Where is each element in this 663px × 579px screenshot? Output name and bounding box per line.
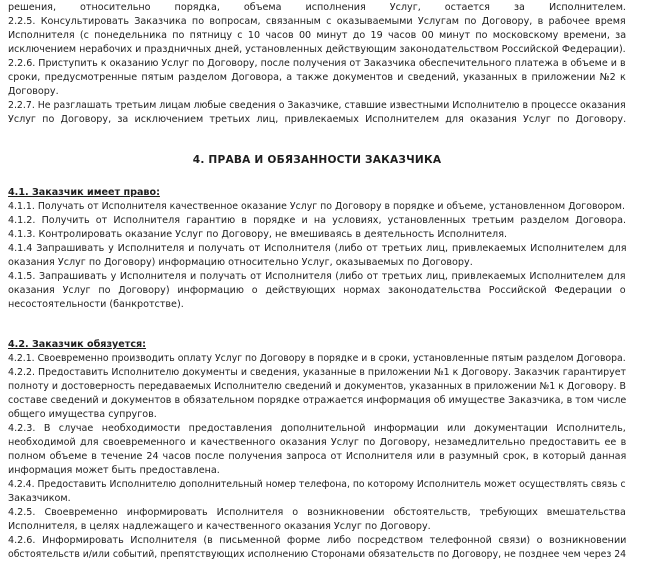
paragraph-line: несостоятельности (банкротстве).: [8, 299, 184, 310]
subsection-heading: 4.1. Заказчик имеет право:: [8, 187, 160, 198]
paragraph-line: полном объеме в течение 24 часов после получения запроса от Исполнителя или в разумный срок, в который данная: [8, 451, 627, 462]
paragraph-line: 4.1.1. Получать от Исполнителя качественное оказание Услуг по Договору в порядке и объеме, установленном Договором.: [8, 201, 625, 212]
paragraph-line: 4.1.2. Получить от Исполнителя гарантию в порядке и на условиях, установленных третьим разделом Договора.: [8, 215, 627, 226]
paragraph-line: 2.2.6. Приступить к оказанию Услуг по Договору, после получения от Заказчика обеспечительного платежа в объеме и в: [8, 58, 626, 69]
paragraph-line: Договору.: [8, 86, 59, 97]
paragraph-line: исключением нерабочих и праздничных дней, установленных действующим законодательством Российской Федерации).: [8, 44, 626, 55]
paragraph-line: 4.1.5. Запрашивать у Исполнителя и получать от Исполнителя (либо от третьих лиц, привлекаемых Исполнителем для: [8, 271, 626, 282]
paragraph-line: составе сведений и документов в обязательном порядке отражается информация об имуществе Заказчика, в том числе: [8, 395, 627, 406]
paragraph-line: 4.2.3. В случае необходимости предоставления дополнительной информации или документации Исполнитель,: [8, 423, 626, 434]
paragraph-line: 4.2.4. Предоставить Исполнителю дополнительный номер телефона, по которому Исполнитель может осуществлять связь с: [8, 479, 626, 490]
paragraph-line: Исполнителя, в целях надлежащего и качественного оказания Услуг по Договору.: [8, 521, 431, 532]
paragraph-line: Услуг по Договору, за исключением третьих лиц, привлекаемых Исполнителем для оказания Услуг по Договору.: [8, 114, 627, 125]
paragraph-line: 2.2.7. Не разглашать третьим лицам любые сведения о Заказчике, ставшие известными Исполнителю в процессе оказания: [8, 100, 626, 111]
paragraph-line: 4.2.6. Информировать Исполнителя (в письменной форме либо посредством телефонной связи) о возникновении: [8, 535, 627, 546]
paragraph-line: необходимой для своевременного и качественного оказания Услуг по Договору, незамедлительно предоставить ее в: [8, 437, 627, 448]
paragraph-line: обстоятельств и/или событий, препятствующих исполнению Сторонами обязательств по Договору, не позднее чем через 24: [8, 549, 627, 560]
paragraph-line: 4.1.3. Контролировать оказание Услуг по Договору, не вмешиваясь в деятельность Исполнителя.: [8, 229, 508, 240]
paragraph-line: 4.2.5. Своевременно информировать Исполнителя о возникновении обстоятельств, требующих вмешательства: [8, 507, 626, 518]
paragraph-line: оказания Услуг по Договору) информацию относительно Услуг, оказываемых по Договору.: [8, 257, 473, 268]
paragraph-line: общего имущества супругов.: [8, 409, 157, 420]
paragraph-line: 4.2.1. Своевременно производить оплату Услуг по Договору в порядке и в сроки, установленные пятым разделом Договора.: [8, 353, 626, 364]
paragraph-line: полноту и достоверность передаваемых Исполнителю сведений и документов, указанных в приложении №1 к Договору. В: [8, 381, 627, 392]
paragraph-line: 4.1.4 Запрашивать у Исполнителя и получать от Исполнителя (либо от третьих лиц, привлекаемых Исполнителем для: [8, 243, 627, 254]
section-title: 4. ПРАВА И ОБЯЗАННОСТИ ЗАКАЗЧИКА: [192, 154, 442, 166]
paragraph-line: оказания Услуг по Договору) информацию о действующих нормах законодательства Российской Федерации о: [8, 285, 626, 296]
paragraph-line: информация может быть предоставлена.: [8, 465, 220, 476]
paragraph-line: 2.2.5. Консультировать Заказчика по вопросам, связанным с оказываемыми Услугам по Договору, в рабочее время: [8, 16, 626, 27]
bottom-fade: [0, 565, 663, 579]
paragraph-line: 4.2.2. Предоставить Исполнителю документы и сведения, указанные в приложении №1 к Договору. Заказчик гарантирует: [8, 367, 626, 378]
subsection-heading: 4.2. Заказчик обязуется:: [8, 339, 147, 350]
paragraph-line: Заказчиком.: [8, 493, 71, 504]
paragraph-line: сроки, предусмотренные пятым разделом Договора, а также документов и сведений, указанных в приложении №2 к: [8, 72, 626, 83]
paragraph-line: Исполнителя (с понедельника по пятницу с 10 часов 00 минут до 19 часов 00 минут по московскому времени, за: [8, 30, 627, 41]
paragraph-line: решения, относительно порядка, объема исполнения Услуг, остается за Исполнителем.: [8, 2, 626, 13]
